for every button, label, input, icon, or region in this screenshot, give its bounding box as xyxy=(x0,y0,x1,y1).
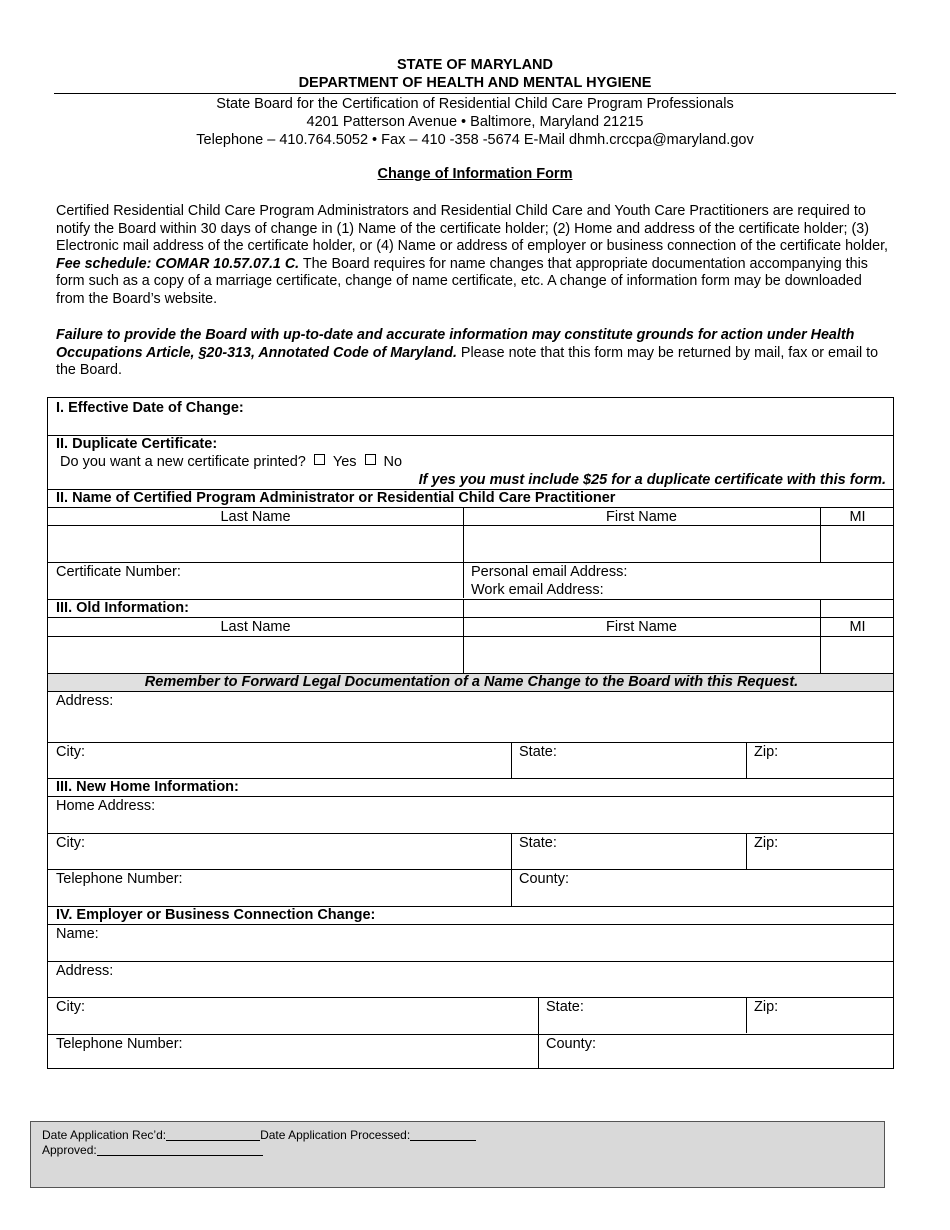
last-name-field[interactable] xyxy=(49,526,462,561)
old-state-label: State: xyxy=(519,744,557,760)
old-zip-label: Zip: xyxy=(754,744,779,760)
employer-heading: IV. Employer or Business Connection Change: xyxy=(56,907,376,923)
old-first-name-field[interactable] xyxy=(464,637,819,672)
duplicate-question-row xyxy=(60,453,402,471)
employer-city-label: City: xyxy=(56,999,85,1015)
old-mi-field[interactable] xyxy=(821,637,893,672)
change-form xyxy=(47,397,894,1069)
yes-label: Yes xyxy=(332,454,357,470)
personal-email-label: Personal email Address: xyxy=(471,564,628,580)
department-name: DEPARTMENT OF HEALTH AND MENTAL HYGIENE xyxy=(298,75,652,91)
new-telephone-label: Telephone Number: xyxy=(56,871,183,887)
warning-text: Failure to provide the Board with up-to-date and accurate information may constitute grounds for action under Health Occupations Article, §20-313, Annotated Code of Maryland. xyxy=(56,327,855,361)
board-address: 4201 Patterson Avenue • Baltimore, Maryland 21215 xyxy=(306,114,644,130)
employer-telephone-label: Telephone Number: xyxy=(56,1036,183,1052)
no-checkbox[interactable] xyxy=(365,454,376,465)
old-mi-header: MI xyxy=(849,619,866,635)
office-use-box xyxy=(30,1121,885,1188)
effective-date-label: I. Effective Date of Change: xyxy=(56,400,244,416)
received-blank[interactable] xyxy=(166,1129,260,1141)
received-row xyxy=(42,1128,476,1142)
mi-field[interactable] xyxy=(821,526,893,561)
return-note: Please note that this form may be returned by mail, fax or email to the Board. xyxy=(56,344,879,379)
old-info-heading: III. Old Information: xyxy=(56,600,189,616)
employer-zip-label: Zip: xyxy=(754,999,779,1015)
approved-label: Approved: xyxy=(42,1143,97,1157)
new-county-label: County: xyxy=(519,871,569,887)
duplicate-heading: II. Duplicate Certificate: xyxy=(56,436,218,452)
employer-state-label: State: xyxy=(546,999,584,1015)
new-home-heading: III. New Home Information: xyxy=(56,779,239,795)
form-title: Change of Information Form xyxy=(377,166,573,182)
employer-name-label: Name: xyxy=(56,926,99,942)
board-contact: Telephone – 410.764.5052 • Fax – 410 -358 -5674 E-Mail dhmh.crccpa@maryland.gov xyxy=(196,132,754,148)
board-name: State Board for the Certification of Residential Child Care Program Professionals xyxy=(216,96,734,112)
received-label: Date Application Rec’d: xyxy=(42,1128,167,1142)
intro-text-2: The Board requires for name changes that appropriate documentation accompanying this form such as a copy of a marriage certificate, change of name certificate, etc. A change of information form may be downloaded from the Board’s website. xyxy=(56,255,868,307)
new-zip-label: Zip: xyxy=(754,835,779,851)
intro-paragraph xyxy=(56,203,894,309)
fee-schedule: Fee schedule: COMAR 10.57.07.1 C. xyxy=(56,255,300,272)
state-name: STATE OF MARYLAND xyxy=(397,57,553,73)
old-address-label: Address: xyxy=(56,693,114,709)
certificate-number-label: Certificate Number: xyxy=(56,564,181,580)
old-last-name-field[interactable] xyxy=(49,637,462,672)
old-last-name-header: Last Name xyxy=(220,619,291,635)
work-email-label: Work email Address: xyxy=(471,582,604,598)
last-name-header: Last Name xyxy=(220,509,291,525)
intro-text-1: Certified Residential Child Care Program Administrators and Residential Child Care and Youth Care Practitioners are required to notify the Board within 30 days of change in (1) Name of the certificate holder; (2) Home and address of the certificate holder; (3) Electronic mail address of the certificate holder, or (4) Name or address of employer or business connection of the certificate holder, xyxy=(56,203,889,255)
reminder-banner: Remember to Forward Legal Documentation of a Name Change to the Board with this Request. xyxy=(144,674,799,690)
first-name-header: First Name xyxy=(606,509,677,525)
warning-paragraph xyxy=(56,327,894,380)
duplicate-question: Do you want a new certificate printed? xyxy=(60,454,306,470)
duplicate-fee-note: If yes you must include $25 for a duplicate certificate with this form. xyxy=(418,472,886,488)
no-label: No xyxy=(383,454,403,470)
employer-address-label: Address: xyxy=(56,963,114,979)
processed-blank[interactable] xyxy=(410,1129,476,1141)
new-city-label: City: xyxy=(56,835,85,851)
name-heading: II. Name of Certified Program Administrator or Residential Child Care Practitioner xyxy=(56,490,616,506)
approved-row xyxy=(42,1143,263,1157)
processed-label: Date Application Processed: xyxy=(260,1128,411,1142)
new-state-label: State: xyxy=(519,835,557,851)
approved-blank[interactable] xyxy=(97,1144,263,1156)
old-city-label: City: xyxy=(56,744,85,760)
first-name-field[interactable] xyxy=(464,526,819,561)
yes-checkbox[interactable] xyxy=(314,454,325,465)
old-first-name-header: First Name xyxy=(606,619,677,635)
mi-header: MI xyxy=(849,509,866,525)
header-rule xyxy=(54,93,896,94)
home-address-label: Home Address: xyxy=(56,798,156,814)
employer-county-label: County: xyxy=(546,1036,596,1052)
